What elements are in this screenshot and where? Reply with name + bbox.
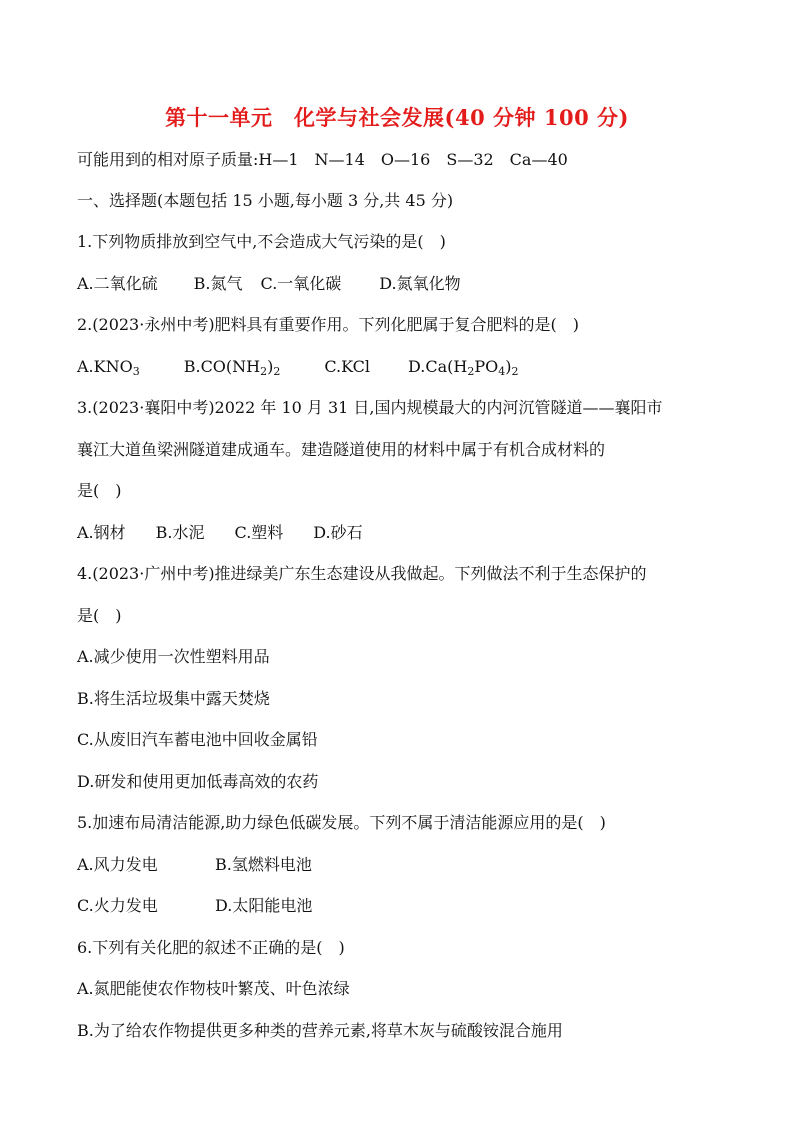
q2-option-d: $D.Ca(H_2PO_4)_2$ (408, 357, 519, 378)
q6-option-a: A.氮肥能使农作物枝叶繁茂、叶色浓绿 (77, 979, 350, 998)
question-5-stem: 5.加速布局清洁能源,助力绿色低碳发展。下列不属于清洁能源应用的是( ) (77, 813, 606, 832)
unit-title: 第十一单元 化学与社会发展(40 分钟 100 分) (165, 105, 629, 130)
question-5-options-row-2 (77, 896, 312, 916)
q4-option-c: C.从废旧汽车蓄电池中回收金属铅 (77, 730, 318, 749)
q3-option-a: A.钢材 (77, 523, 126, 542)
question-3-options (77, 523, 363, 543)
q2-option-c: C.KCl (324, 357, 371, 376)
question-2-stem: 2.(2023·永州中考)肥料具有重要作用。下列化肥属于复合肥料的是( ) (77, 315, 580, 334)
q4-option-d: D.研发和使用更加低毒高效的农药 (77, 772, 319, 791)
q5-option-a: A.风力发电 (77, 855, 158, 874)
q5-option-c: C.火力发电 (77, 896, 158, 915)
q3-option-b: B.水泥 (155, 523, 205, 542)
question-3-stem-line-1: 3.(2023·襄阳中考)2022 年 10 月 31 日,国内规模最大的内河沉管隧道——襄阳市 (77, 398, 663, 417)
q5-option-d: D.太阳能电池 (215, 896, 313, 915)
q1-option-c: C.一氧化碳 (260, 274, 342, 293)
question-1-stem: 1.下列物质排放到空气中,不会造成大气污染的是( ) (77, 232, 446, 251)
question-3-stem-line-2: 襄江大道鱼梁洲隧道建成通车。建造隧道使用的材料中属于有机合成材料的 (77, 440, 606, 459)
q6-option-b: B.为了给农作物提供更多种类的营养元素,将草木灰与硫酸铵混合施用 (77, 1021, 563, 1040)
question-5-options-row-1 (77, 855, 312, 875)
section-heading-choice: 一、选择题(本题包括 15 小题,每小题 3 分,共 45 分) (77, 191, 454, 210)
question-6-stem: 6.下列有关化肥的叙述不正确的是( ) (77, 938, 345, 957)
q1-option-d: D.氮氧化物 (379, 274, 461, 293)
question-1-options (77, 274, 461, 294)
q5-option-b: B.氢燃料电池 (215, 855, 312, 874)
question-4-stem-line-2: 是( ) (77, 606, 122, 625)
q4-option-b: B.将生活垃圾集中露天焚烧 (77, 689, 270, 708)
q2-option-a: $A.KNO_3$ (77, 357, 140, 378)
question-3-stem-line-3: 是( ) (77, 481, 122, 500)
q1-option-b: B.氮气 (193, 274, 243, 293)
q3-option-d: D.砂石 (313, 523, 363, 542)
q2-option-b: $B.CO(NH_2)_2$ (183, 357, 281, 378)
q3-option-c: C.塑料 (234, 523, 284, 542)
question-4-stem-line-1: 4.(2023·广州中考)推进绿美广东生态建设从我做起。下列做法不利于生态保护的 (77, 564, 647, 583)
q4-option-a: A.减少使用一次性塑料用品 (77, 647, 270, 666)
atomic-masses-note: 可能用到的相对原子质量:H—1 N—14 O—16 S—32 Ca—40 (77, 150, 568, 169)
question-2-options (77, 357, 518, 377)
q1-option-a: A.二氧化硫 (77, 274, 158, 293)
